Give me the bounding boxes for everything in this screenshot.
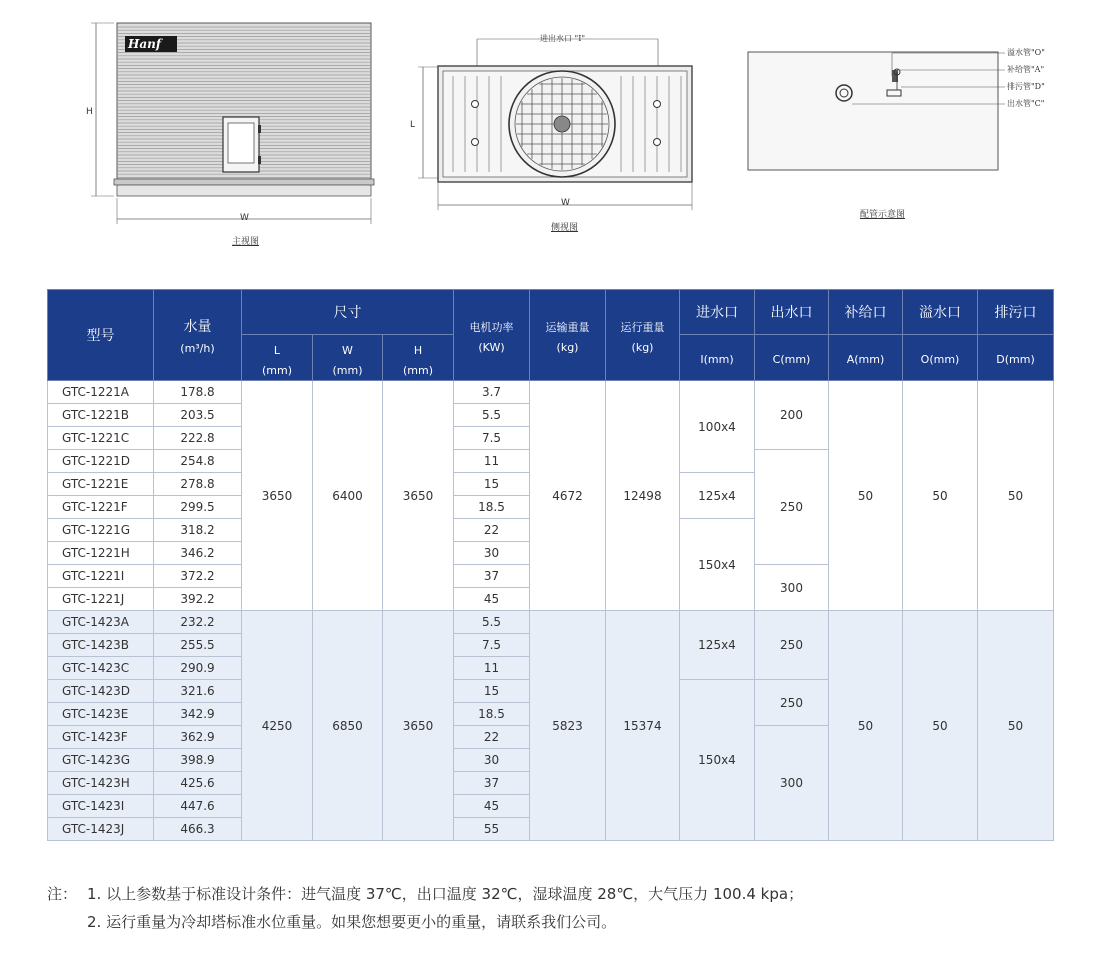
cell-model: GTC-1423F bbox=[48, 726, 154, 749]
cell-kw: 15 bbox=[454, 680, 530, 703]
th-size: 尺寸 bbox=[242, 290, 454, 335]
cell-outlet: 300 bbox=[755, 726, 829, 841]
cell-flow: 321.6 bbox=[154, 680, 242, 703]
cell-outlet: 200 bbox=[755, 381, 829, 450]
cell-model: GTC-1221A bbox=[48, 381, 154, 404]
cell-overflow: 50 bbox=[903, 611, 978, 841]
cell-model: GTC-1423B bbox=[48, 634, 154, 657]
cell-l: 3650 bbox=[242, 381, 313, 611]
cell-outlet: 250 bbox=[755, 450, 829, 565]
cell-ship-weight: 5823 bbox=[530, 611, 606, 841]
technical-drawings bbox=[0, 0, 1098, 260]
cell-kw: 7.5 bbox=[454, 427, 530, 450]
pipe-label-makeup: 补给管"A" bbox=[1007, 65, 1045, 74]
cell-model: GTC-1423A bbox=[48, 611, 154, 634]
cell-run-weight: 15374 bbox=[606, 611, 680, 841]
note-line-2 bbox=[47, 908, 803, 936]
cell-model: GTC-1221I bbox=[48, 565, 154, 588]
logo-text: Hanf bbox=[128, 37, 161, 51]
pipe-label-overflow: 溢水管"O" bbox=[1007, 48, 1045, 57]
cell-inlet: 100x4 bbox=[680, 381, 755, 473]
cell-drain: 50 bbox=[978, 611, 1054, 841]
cell-model: GTC-1423J bbox=[48, 818, 154, 841]
cell-kw: 5.5 bbox=[454, 404, 530, 427]
cell-kw: 18.5 bbox=[454, 496, 530, 519]
cell-kw: 5.5 bbox=[454, 611, 530, 634]
th-size-l: L (mm) bbox=[242, 335, 313, 381]
cell-model: GTC-1221F bbox=[48, 496, 154, 519]
cell-model: GTC-1221C bbox=[48, 427, 154, 450]
cell-overflow: 50 bbox=[903, 381, 978, 611]
side-view-drawing bbox=[405, 30, 705, 215]
cell-flow: 318.2 bbox=[154, 519, 242, 542]
cell-flow: 392.2 bbox=[154, 588, 242, 611]
note-prefix: 注： bbox=[47, 885, 78, 903]
pipe-view-caption: 配管示意图 bbox=[860, 210, 906, 220]
notes bbox=[47, 880, 803, 936]
th-overflow-unit: O(mm) bbox=[903, 335, 978, 381]
cell-kw: 37 bbox=[454, 565, 530, 588]
th-outlet-unit: C(mm) bbox=[755, 335, 829, 381]
cell-kw: 30 bbox=[454, 749, 530, 772]
cell-kw: 55 bbox=[454, 818, 530, 841]
cell-drain: 50 bbox=[978, 381, 1054, 611]
table-row bbox=[48, 611, 1054, 634]
note-text-1: 1. 以上参数基于标准设计条件：进气温度 37℃，出口温度 32℃，湿球温度 28℃，大气压力 100.4 kpa； bbox=[87, 885, 804, 903]
cell-outlet: 250 bbox=[755, 611, 829, 680]
cell-flow: 290.9 bbox=[154, 657, 242, 680]
side-dim-w: W bbox=[561, 198, 570, 208]
front-view-drawing bbox=[80, 18, 390, 248]
cell-makeup: 50 bbox=[829, 381, 903, 611]
note-text-2: 2. 运行重量为冷却塔标准水位重量。如果您想要更小的重量，请联系我们公司。 bbox=[87, 913, 617, 931]
cell-model: GTC-1221G bbox=[48, 519, 154, 542]
th-inlet-unit: I(mm) bbox=[680, 335, 755, 381]
cell-model: GTC-1221E bbox=[48, 473, 154, 496]
cell-flow: 203.5 bbox=[154, 404, 242, 427]
cell-inlet: 150x4 bbox=[680, 519, 755, 611]
pipe-label-drain: 排污管"D" bbox=[1007, 82, 1045, 91]
cell-model: GTC-1423D bbox=[48, 680, 154, 703]
cell-h: 3650 bbox=[383, 381, 454, 611]
th-drain: 排污口 bbox=[978, 290, 1054, 335]
th-model: 型号 bbox=[48, 290, 154, 381]
cell-flow: 222.8 bbox=[154, 427, 242, 450]
cell-run-weight: 12498 bbox=[606, 381, 680, 611]
cell-kw: 3.7 bbox=[454, 381, 530, 404]
front-dim-h: H bbox=[86, 107, 93, 117]
side-view-caption: 侧视图 bbox=[551, 223, 579, 233]
cell-kw: 18.5 bbox=[454, 703, 530, 726]
cell-kw: 7.5 bbox=[454, 634, 530, 657]
cell-flow: 255.5 bbox=[154, 634, 242, 657]
cell-model: GTC-1423C bbox=[48, 657, 154, 680]
cell-flow: 299.5 bbox=[154, 496, 242, 519]
cell-flow: 425.6 bbox=[154, 772, 242, 795]
th-run-weight: 运行重量 (kg) bbox=[606, 290, 680, 381]
cell-model: GTC-1423E bbox=[48, 703, 154, 726]
table-row bbox=[48, 381, 1054, 404]
cell-model: GTC-1221H bbox=[48, 542, 154, 565]
cell-ship-weight: 4672 bbox=[530, 381, 606, 611]
cell-h: 3650 bbox=[383, 611, 454, 841]
th-overflow: 溢水口 bbox=[903, 290, 978, 335]
cell-flow: 178.8 bbox=[154, 381, 242, 404]
th-motor: 电机功率 (KW) bbox=[454, 290, 530, 381]
cell-outlet: 300 bbox=[755, 565, 829, 611]
cell-model: GTC-1423G bbox=[48, 749, 154, 772]
cell-kw: 22 bbox=[454, 519, 530, 542]
cell-w: 6850 bbox=[313, 611, 383, 841]
cell-kw: 45 bbox=[454, 588, 530, 611]
th-flow: 水量 (m³/h) bbox=[154, 290, 242, 381]
note-line-1 bbox=[47, 880, 803, 908]
th-makeup-unit: A(mm) bbox=[829, 335, 903, 381]
cell-flow: 447.6 bbox=[154, 795, 242, 818]
cell-model: GTC-1221B bbox=[48, 404, 154, 427]
pipe-view-drawing bbox=[740, 40, 1098, 180]
pipe-label-outlet: 出水管"C" bbox=[1007, 99, 1045, 108]
cell-model: GTC-1221J bbox=[48, 588, 154, 611]
cell-flow: 342.9 bbox=[154, 703, 242, 726]
cell-flow: 466.3 bbox=[154, 818, 242, 841]
th-inlet: 进水口 bbox=[680, 290, 755, 335]
cell-flow: 372.2 bbox=[154, 565, 242, 588]
cell-model: GTC-1221D bbox=[48, 450, 154, 473]
cell-flow: 398.9 bbox=[154, 749, 242, 772]
th-makeup: 补给口 bbox=[829, 290, 903, 335]
th-ship-weight: 运输重量 (kg) bbox=[530, 290, 606, 381]
side-top-label: 进出水口 "I" bbox=[540, 34, 586, 43]
cell-kw: 22 bbox=[454, 726, 530, 749]
front-view-caption: 主视图 bbox=[232, 237, 260, 247]
spec-table bbox=[47, 289, 1054, 841]
cell-kw: 15 bbox=[454, 473, 530, 496]
th-outlet: 出水口 bbox=[755, 290, 829, 335]
cell-flow: 232.2 bbox=[154, 611, 242, 634]
cell-flow: 346.2 bbox=[154, 542, 242, 565]
cell-model: GTC-1423I bbox=[48, 795, 154, 818]
cell-inlet: 125x4 bbox=[680, 611, 755, 680]
cell-model: GTC-1423H bbox=[48, 772, 154, 795]
cell-w: 6400 bbox=[313, 381, 383, 611]
cell-flow: 362.9 bbox=[154, 726, 242, 749]
cell-kw: 45 bbox=[454, 795, 530, 818]
cell-outlet: 250 bbox=[755, 680, 829, 726]
cell-l: 4250 bbox=[242, 611, 313, 841]
side-dim-l: L bbox=[410, 120, 416, 130]
cell-kw: 11 bbox=[454, 657, 530, 680]
cell-kw: 30 bbox=[454, 542, 530, 565]
cell-flow: 278.8 bbox=[154, 473, 242, 496]
th-drain-unit: D(mm) bbox=[978, 335, 1054, 381]
cell-inlet: 125x4 bbox=[680, 473, 755, 519]
th-size-h: H (mm) bbox=[383, 335, 454, 381]
cell-kw: 37 bbox=[454, 772, 530, 795]
cell-makeup: 50 bbox=[829, 611, 903, 841]
cell-inlet: 150x4 bbox=[680, 680, 755, 841]
front-dim-w: W bbox=[240, 213, 249, 223]
th-size-w: W (mm) bbox=[313, 335, 383, 381]
cell-flow: 254.8 bbox=[154, 450, 242, 473]
cell-kw: 11 bbox=[454, 450, 530, 473]
